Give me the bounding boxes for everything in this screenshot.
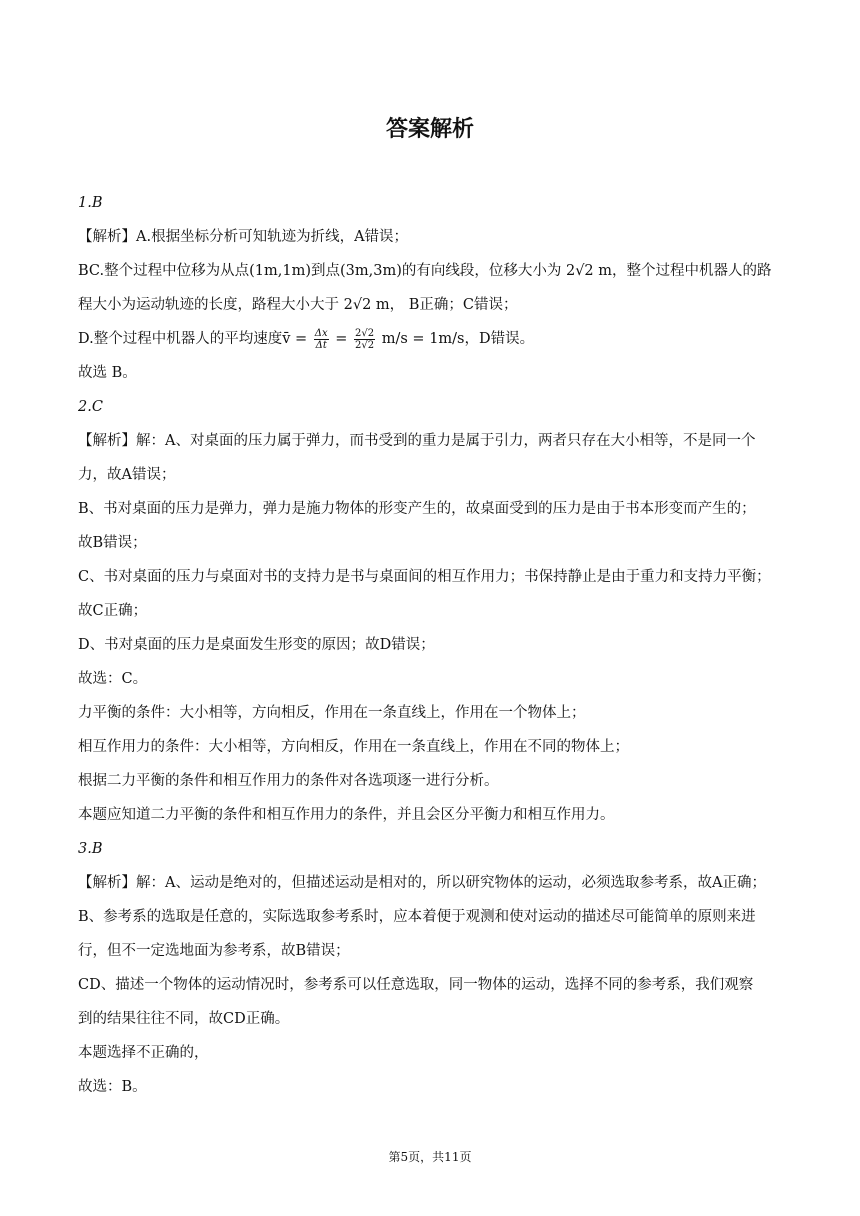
q2-line-3: B、书对桌面的压力是弹力，弹力是施力物体的形变产生的，故桌面受到的压力是由于书本形变而产生的； [78,501,756,517]
fraction-dx-dt-denominator: Δt [315,339,327,351]
q2-line-11: 根据二力平衡的条件和相互作用力的条件对各选项逐一进行分析。 [78,773,499,789]
equals-sign: = [335,331,348,347]
q3-line-2: B、参考系的选取是任意的，实际选取参考系时，应本着便于观测和使对运动的描述尽可能简单的原则来进 [78,909,756,925]
q2-line-4: 故B错误； [78,535,147,551]
q2-line-5: C、书对桌面的压力与桌面对书的支持力是书与桌面间的相互作用力；书保持静止是由于重力和支持力平衡； [78,569,771,585]
q3-line-5: 到的结果往往不同，故CD正确。 [78,1011,290,1027]
q1-line-2: BC.整个过程中位移为从点(1m,1m)到点(3m,3m)的有向线段，位移大小为 2√2 m，整个过程中机器人的路 [78,263,772,279]
q2-line-9: 力平衡的条件：大小相等，方向相反，作用在一条直线上，作用在一个物体上； [78,705,586,721]
fraction-values [354,328,375,351]
fraction-dx-dt-numerator: Δx [314,327,328,339]
q2-line-6: 故C正确； [78,603,148,619]
q2-line-12: 本题应知道二力平衡的条件和相互作用力的条件，并且会区分平衡力和相互作用力。 [78,807,615,823]
q2-line-10: 相互作用力的条件：大小相等，方向相反，作用在一条直线上，作用在不同的物体上； [78,739,629,755]
page-title: 答案解析 [385,117,474,142]
fraction-dx-dt [314,328,329,351]
q2-answer: 2.C [78,399,103,415]
q3-line-1: 【解析】解：A、运动是绝对的，但描述运动是相对的，所以研究物体的运动，必须选取参考系，故A正确； [78,875,766,891]
q2-line-1: 【解析】解：A、对桌面的压力属于弹力，而书受到的重力是属于引力，两者只存在大小相等，不是同一个 [78,433,756,449]
answer-content [78,186,784,1104]
q1-line-4-post: m/s = 1m/s，D错误。 [381,331,535,347]
q2-line-7: D、书对桌面的压力是桌面发生形变的原因；故D错误； [78,637,435,653]
q3-answer: 3.B [78,841,103,857]
q3-line-6: 本题选择不正确的， [78,1045,209,1061]
q3-line-3: 行，但不一定选地面为参考系，故B错误； [78,943,350,959]
q1-answer: 1.B [78,195,103,211]
q1-line-5: 故选 B。 [78,365,137,381]
q2-line-8: 故选：C。 [78,671,148,687]
fraction-values-numerator: 2√2 [355,327,375,339]
q2-line-2: 力，故A错误； [78,467,176,483]
fraction-values-denominator: 2√2 [355,339,375,351]
q3-line-4: CD、描述一个物体的运动情况时，参考系可以任意选取，同一物体的运动，选择不同的参考系，我们观察 [78,977,754,993]
q1-line-3: 程大小为运动轨迹的长度，路程大小大于 2√2 m， B正确；C错误； [78,297,518,313]
page-footer: 第5页，共11页 [388,1150,472,1164]
q3-line-7: 故选：B。 [78,1079,147,1095]
q1-line-4 [78,322,784,356]
q1-line-4-pre: D.整个过程中机器人的平均速度v̄ = [78,331,308,347]
q1-line-1: 【解析】A.根据坐标分析可知轨迹为折线，A错误； [78,229,409,245]
